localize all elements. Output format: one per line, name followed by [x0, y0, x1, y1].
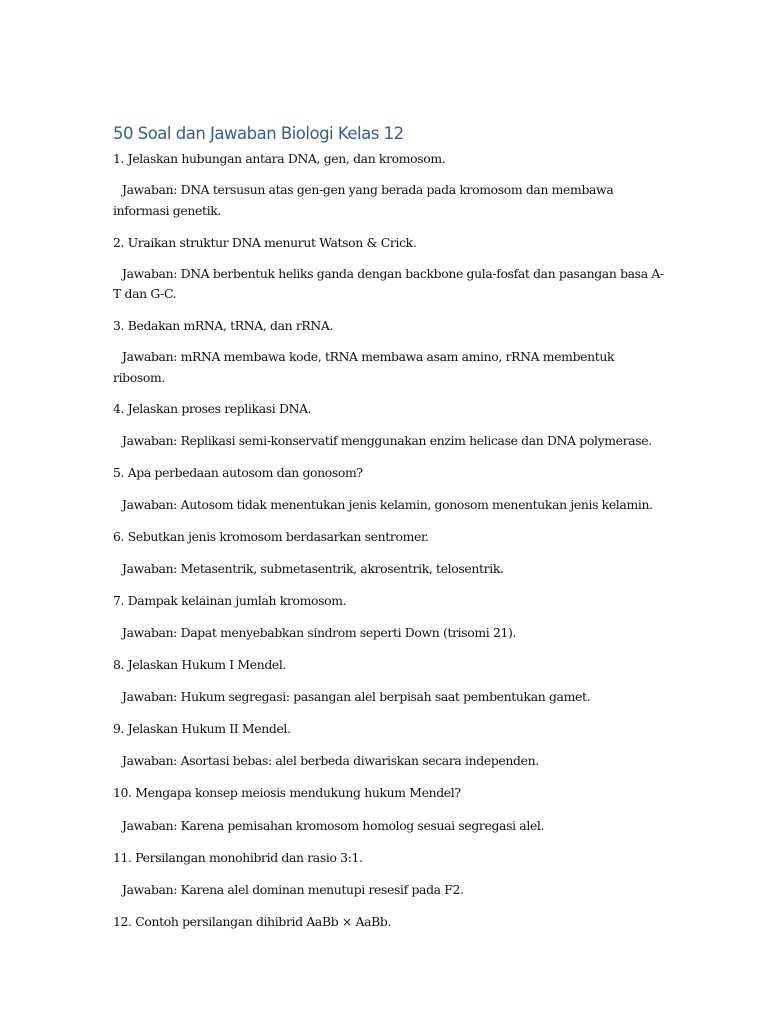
answer-3-continued: ribosom.	[113, 370, 165, 385]
answer-1-continued: informasi genetik.	[113, 203, 221, 218]
answer-7: Jawaban: Dapat menyebabkan sindrom seperti Down (trisomi 21).	[122, 625, 517, 640]
answer-9: Jawaban: Asortasi bebas: alel berbeda diwariskan secara independen.	[122, 753, 539, 768]
question-12: 12. Contoh persilangan dihibrid AaBb × AaBb.	[113, 914, 392, 929]
answer-2: Jawaban: DNA berbentuk heliks ganda dengan backbone gula-fosfat dan pasangan basa A-	[122, 266, 664, 281]
question-8: 8. Jelaskan Hukum I Mendel.	[113, 657, 287, 672]
question-3: 3. Bedakan mRNA, tRNA, dan rRNA.	[113, 318, 334, 333]
answer-6: Jawaban: Metasentrik, submetasentrik, akrosentrik, telosentrik.	[122, 561, 504, 576]
question-2: 2. Uraikan struktur DNA menurut Watson & Crick.	[113, 235, 417, 250]
answer-8: Jawaban: Hukum segregasi: pasangan alel berpisah saat pembentukan gamet.	[122, 689, 591, 704]
answer-4: Jawaban: Replikasi semi-konservatif menggunakan enzim helicase dan DNA polymerase.	[122, 433, 652, 448]
answer-2-continued: T dan G-C.	[113, 286, 177, 301]
answer-1: Jawaban: DNA tersusun atas gen-gen yang berada pada kromosom dan membawa	[122, 182, 614, 197]
question-6: 6. Sebutkan jenis kromosom berdasarkan sentromer.	[113, 529, 429, 544]
question-11: 11. Persilangan monohibrid dan rasio 3:1.	[113, 850, 363, 865]
answer-3: Jawaban: mRNA membawa kode, tRNA membawa asam amino, rRNA membentuk	[122, 349, 615, 364]
document-title: 50 Soal dan Jawaban Biologi Kelas 12	[113, 124, 404, 143]
question-10: 10. Mengapa konsep meiosis mendukung hukum Mendel?	[113, 785, 461, 800]
question-1: 1. Jelaskan hubungan antara DNA, gen, dan kromosom.	[113, 151, 446, 166]
answer-5: Jawaban: Autosom tidak menentukan jenis kelamin, gonosom menentukan jenis kelamin.	[122, 497, 653, 512]
answer-10: Jawaban: Karena pemisahan kromosom homolog sesuai segregasi alel.	[122, 818, 545, 833]
question-4: 4. Jelaskan proses replikasi DNA.	[113, 401, 312, 416]
question-5: 5. Apa perbedaan autosom dan gonosom?	[113, 465, 363, 480]
question-7: 7. Dampak kelainan jumlah kromosom.	[113, 593, 347, 608]
question-9: 9. Jelaskan Hukum II Mendel.	[113, 721, 291, 736]
answer-11: Jawaban: Karena alel dominan menutupi resesif pada F2.	[122, 882, 464, 897]
